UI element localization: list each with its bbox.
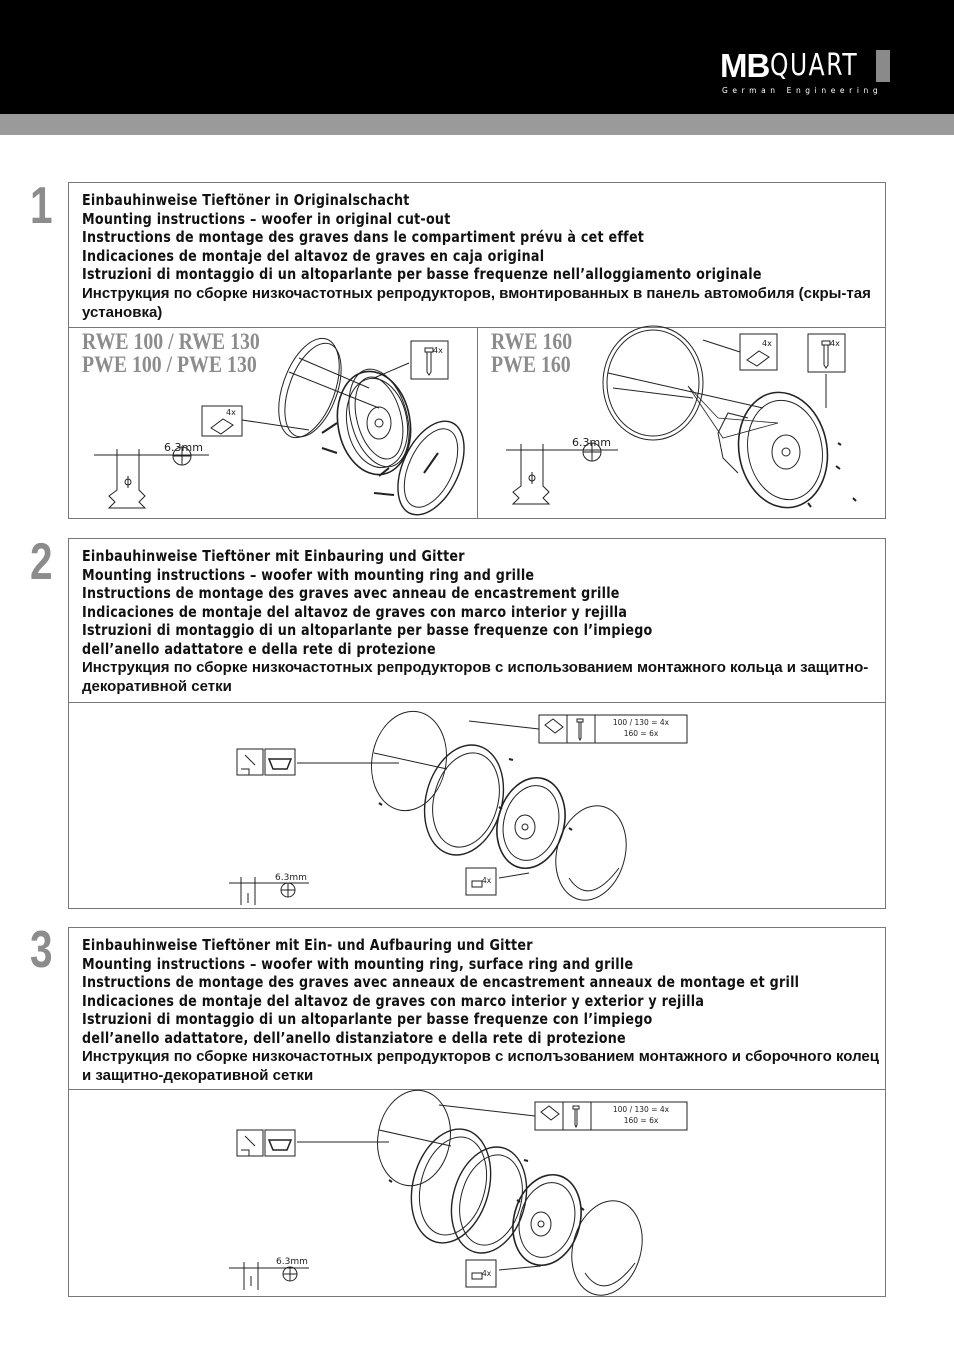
install-diagram-surface-ring [69,1090,885,1296]
qty-small-label: 100 / 130 = 4x [612,718,670,727]
heading-it-cont: dell’anello adattatore e della rete di protezione [82,639,436,658]
step-number-3: 3 [30,921,53,979]
brand-name-bold: MB [720,47,770,84]
drill-size-label: 6.3mm [275,873,307,883]
model-line: PWE 100 / PWE 130 [82,351,257,377]
screw-qty-label: 4x [433,346,443,355]
panel-section-icon [513,450,549,504]
heading-en: Mounting instructions – woofer with mounting ring and grille [82,565,535,584]
qty-large-label: 160 = 6x [623,1116,659,1125]
heading-de: Einbauhinweise Tieftöner in Originalschacht [82,191,410,209]
clip-count-box [202,406,242,436]
surface-ring-part [399,1120,502,1252]
section-1-panel [68,182,886,519]
brand-tagline: German Engineering [722,86,883,95]
heading-es: Indicaciones de montaje del altavoz de graves en caja original [82,246,545,265]
panel-section-icon [109,455,145,508]
drill-size-label: 6.3mm [276,1257,308,1267]
mounting-ring-part [413,736,515,864]
qty-small-label: 100 / 130 = 4x [612,1105,670,1114]
install-diagram-original-cutout-small [69,328,477,518]
woofer-part [330,366,419,481]
clip-qty-label: 4x [226,408,236,417]
heading-en: Mounting instructions – woofer with mounting ring, surface ring and grille [82,954,634,973]
model-line: RWE 100 / RWE 130 [82,329,260,354]
step-number-1: 1 [30,177,53,235]
drill-size-label: 6.3mm [572,436,611,449]
heading-fr: Instructions de montage des graves dans le compartiment prévu à cet effet [82,228,645,246]
section-2-panel [68,538,886,909]
screw-qty-label: 4x [482,876,492,885]
section-3-panel [68,927,886,1297]
model-line: PWE 160 [491,351,571,377]
heading-ru: Инструкция по сборке низкочастотных репродукторов с использованием монтажного кольца и защитно-декоративной сетки [82,659,869,695]
heading-it: Istruzioni di montaggio di un altoparlante per basse frequenze con l’impiego [82,621,653,639]
heading-de: Einbauhinweise Tieftöner mit Einbauring und Gitter [82,547,465,565]
heading-ru: Инструкция по сборке низкочастотных репродукторов с исполъзованием монтажного и сборочного колец и защитно-декоративной сетки [82,1048,879,1084]
adapter-icon [237,1130,263,1156]
heading-fr: Instructions de montage des graves avec anneaux de encastrement anneaux de montage et grill [82,973,800,991]
heading-de: Einbauhinweise Tieftöner mit Ein- und Aufbauring und Gitter [82,936,533,954]
heading-ru: Инструкция по сборке низкочастотных репродукторов, вмонтированных в панель автомобиля (скры-тая установка) [82,284,871,321]
model-line: RWE 160 [491,329,573,354]
step-number-2: 2 [30,533,53,591]
section-1-heading [69,183,885,328]
section-3-heading [69,928,885,1090]
qty-large-label: 160 = 6x [623,729,659,738]
heading-it: Istruzioni di montaggio di un altoparlante per basse frequenze con l’impiego [82,1010,653,1028]
brand-logo-block [876,50,890,82]
heading-en: Mounting instructions – woofer in original cut-out [82,209,451,228]
header-stripe [0,114,954,135]
front-grille-part [562,1193,653,1303]
heading-it-cont: dell’anello adattatore, dell’anello distanziatore e della rete di protezione [82,1028,626,1047]
heading-es: Indicaciones de montaje del altavoz de graves con marco interior y rejilla [82,602,628,621]
brand-name-light: QUART [770,48,859,83]
install-diagram-mounting-ring [69,703,885,909]
clip-qty-label: 4x [762,339,772,348]
front-grille-part [384,411,477,525]
adapter-icon [237,749,263,775]
heading-fr: Instructions de montage des graves avec anneau de encastrement grille [82,584,620,602]
section-2-heading [69,539,885,703]
heading-es: Indicaciones de montaje del altavoz de graves con marco interior y exterior y rejilla [82,991,705,1010]
screw-qty-label: 4x [830,339,840,348]
screw-qty-label: 4x [482,1269,492,1278]
heading-it: Istruzioni di montaggio di un altoparlante per basse frequenze nell’alloggiamento originale [82,265,762,283]
brand-logo [720,47,892,100]
drill-size-label: 6.3mm [164,441,203,454]
install-diagram-original-cutout-large [478,328,886,518]
